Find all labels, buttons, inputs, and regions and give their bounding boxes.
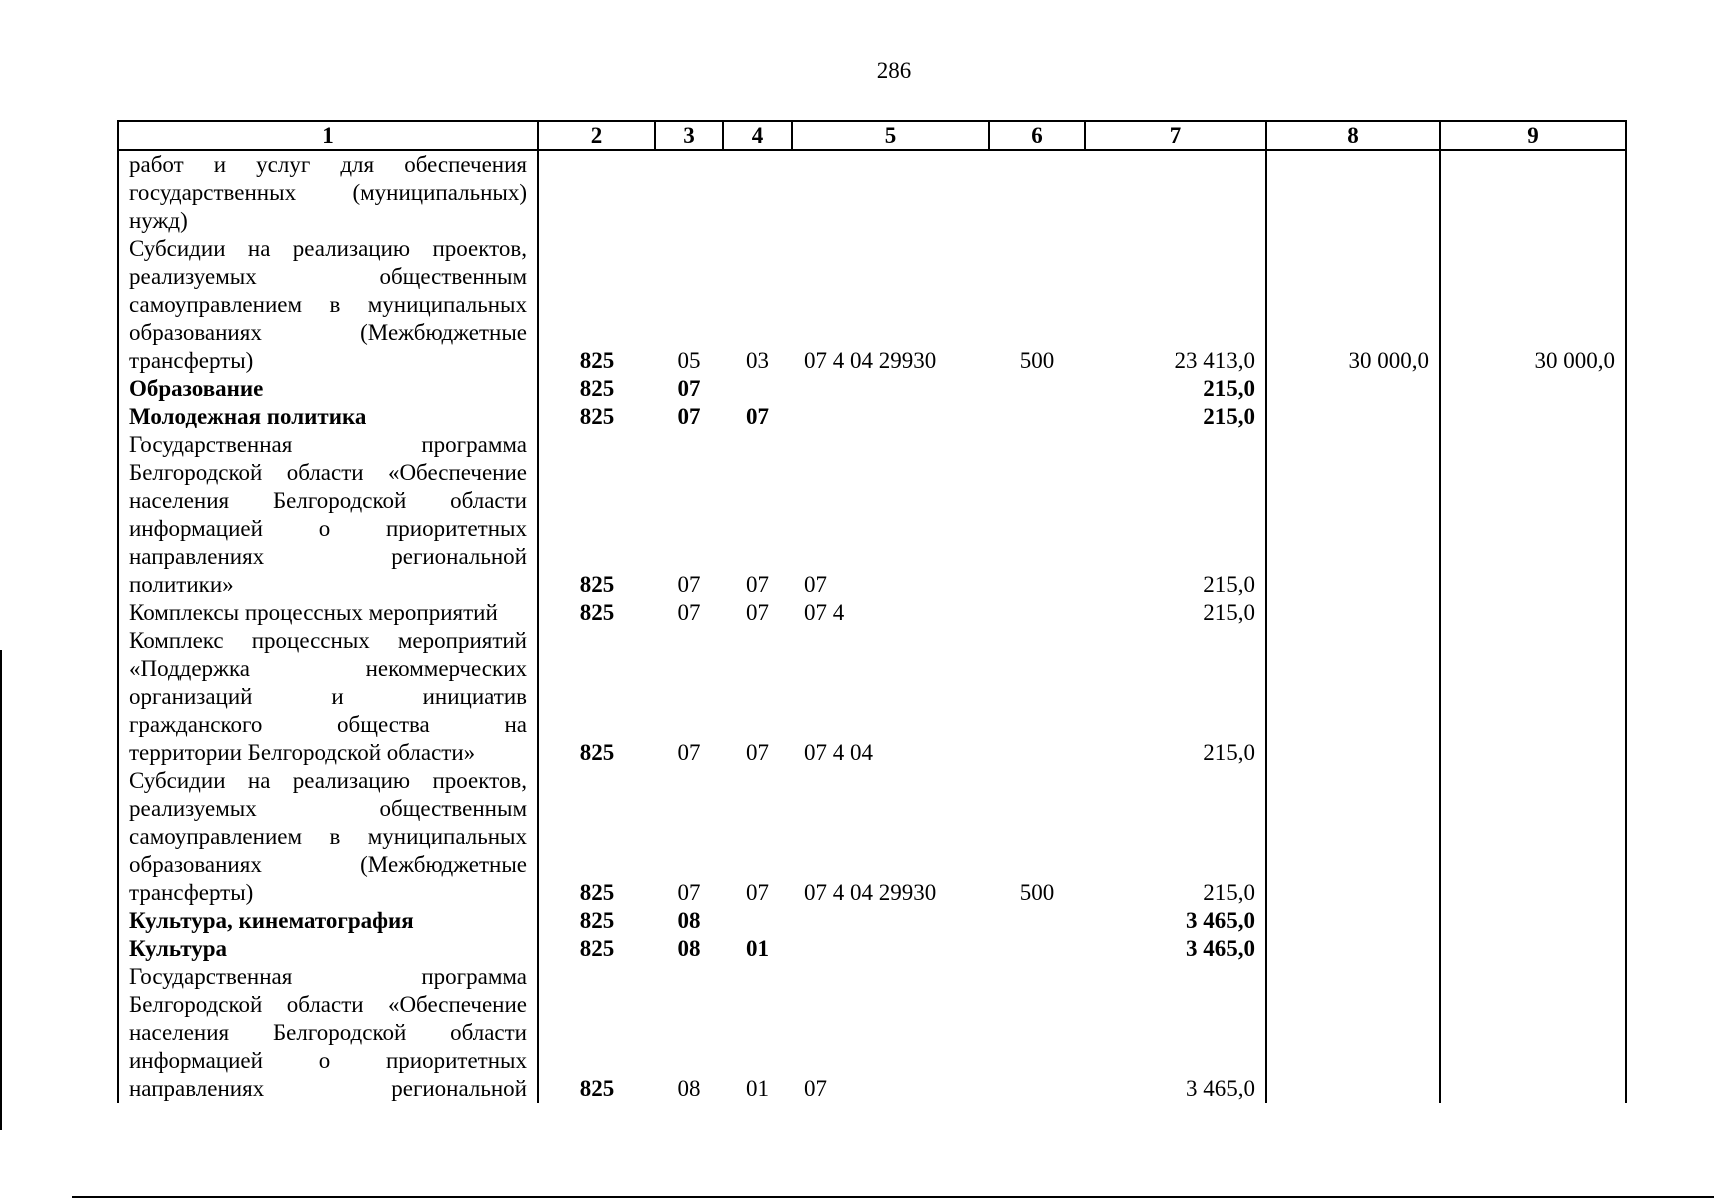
cell-c8	[1266, 935, 1440, 963]
cell-c4: 01	[746, 936, 769, 961]
cell-c6: 500	[1019, 348, 1055, 373]
row-name-line: реализуемых общественным	[129, 796, 527, 821]
cell-c4: 07	[746, 740, 769, 765]
row-name-cell	[118, 375, 538, 403]
row-name-line: информацией о приоритетных	[129, 1048, 527, 1073]
row-name-line: организаций и инициатив	[129, 684, 527, 709]
cell-c8	[1266, 963, 1440, 1103]
cell-c6	[989, 627, 1085, 767]
cell-c4: 07	[746, 880, 769, 905]
table-row	[118, 431, 1626, 599]
row-name-line: «Поддержка некоммерческих	[129, 656, 527, 681]
cell-c2: 825	[538, 403, 655, 431]
cell-c8	[1266, 431, 1440, 599]
col-header-7: 7	[1085, 121, 1266, 150]
budget-table	[117, 120, 1627, 1103]
cell-c4: 01	[746, 1076, 769, 1101]
table-row	[118, 403, 1626, 431]
table-row	[118, 627, 1626, 767]
cell-c3: 08	[677, 1076, 701, 1101]
col-header-1: 1	[118, 121, 538, 150]
cell-c3: 08	[677, 908, 701, 933]
cell-c9	[1440, 963, 1626, 1103]
row-name-line: направлениях региональной	[129, 544, 527, 569]
cell-c8: 30 000,0	[1266, 235, 1440, 375]
col-header-2: 2	[538, 121, 655, 150]
row-name-line: политики»	[129, 572, 234, 597]
row-name-line: Комплекс процессных мероприятий	[129, 628, 527, 653]
row-name-line: Государственная программа	[129, 432, 527, 457]
cell-c9: 30 000,0	[1440, 235, 1626, 375]
cell-c3: 08	[677, 936, 701, 961]
left-margin-rule	[0, 650, 2, 1130]
cell-c2	[538, 150, 655, 235]
cell-c6	[989, 907, 1085, 935]
col-header-3: 3	[655, 121, 723, 150]
cell-c8	[1266, 150, 1440, 235]
table-row	[118, 907, 1626, 935]
cell-c5: 07 4 04 29930	[804, 880, 937, 905]
cell-c6	[989, 935, 1085, 963]
col-header-8: 8	[1266, 121, 1440, 150]
cell-c6	[989, 963, 1085, 1103]
row-name-line: информацией о приоритетных	[129, 516, 527, 541]
cell-c7: 23 413,0	[1085, 235, 1266, 375]
cell-c2: 825	[538, 907, 655, 935]
cell-c9	[1440, 907, 1626, 935]
cell-c8	[1266, 907, 1440, 935]
cell-c9	[1440, 150, 1626, 235]
cell-c7: 215,0	[1085, 627, 1266, 767]
row-name-cell	[118, 907, 538, 935]
row-name-line: Субсидии на реализацию проектов,	[129, 236, 527, 261]
cell-c2: 825	[538, 235, 655, 375]
cell-c6	[989, 150, 1085, 235]
cell-c3: 07	[677, 376, 701, 401]
cell-c9	[1440, 403, 1626, 431]
col-header-4: 4	[723, 121, 792, 150]
row-name-line: направлениях региональной	[129, 1076, 527, 1101]
cell-c5	[792, 375, 989, 403]
row-name-line: самоуправлением в муниципальных	[129, 292, 527, 317]
cell-c6	[989, 375, 1085, 403]
row-name-cell	[118, 599, 538, 627]
cell-c4: 07	[746, 572, 769, 597]
page-number: 286	[876, 58, 912, 83]
cell-c2: 825	[538, 767, 655, 907]
cell-c6	[989, 403, 1085, 431]
cell-c7: 215,0	[1085, 403, 1266, 431]
table-row	[118, 767, 1626, 907]
cell-c4	[723, 375, 792, 403]
row-name-cell	[118, 235, 538, 375]
row-name-line: трансферты)	[129, 348, 254, 373]
cell-c2: 825	[538, 627, 655, 767]
table-row	[118, 375, 1626, 403]
cell-c5	[792, 935, 989, 963]
row-name-cell	[118, 767, 538, 907]
cell-c2: 825	[538, 935, 655, 963]
row-name-line: реализуемых общественным	[129, 264, 527, 289]
table-row	[118, 963, 1626, 1103]
cell-c3: 07	[677, 600, 701, 625]
table-row	[118, 599, 1626, 627]
col-header-9: 9	[1440, 121, 1626, 150]
row-name-line: населения Белгородской области	[129, 488, 527, 513]
cell-c3: 07	[677, 740, 701, 765]
cell-c9	[1440, 375, 1626, 403]
row-name-line: Субсидии на реализацию проектов,	[129, 768, 527, 793]
cell-c3: 07	[677, 404, 701, 429]
cell-c9	[1440, 627, 1626, 767]
cell-c2: 825	[538, 431, 655, 599]
cell-c2: 825	[538, 375, 655, 403]
cell-c4: 07	[746, 600, 769, 625]
cell-c2: 825	[538, 599, 655, 627]
table-row	[118, 235, 1626, 375]
cell-c8	[1266, 599, 1440, 627]
row-name-line: самоуправлением в муниципальных	[129, 824, 527, 849]
cell-c8	[1266, 403, 1440, 431]
row-name-cell	[118, 431, 538, 599]
cell-c4: 03	[746, 348, 769, 373]
row-name-line: образованиях (Межбюджетные	[129, 320, 527, 345]
cell-c7: 3 465,0	[1085, 935, 1266, 963]
cell-c9	[1440, 431, 1626, 599]
row-name-line: нужд)	[129, 208, 188, 233]
row-name-cell	[118, 627, 538, 767]
cell-c5	[792, 150, 989, 235]
row-name-cell	[118, 963, 538, 1103]
row-name-line: гражданского общества на	[129, 712, 527, 737]
cell-c4	[723, 907, 792, 935]
cell-c6	[989, 431, 1085, 599]
row-name-line: Молодежная политика	[129, 404, 367, 429]
cell-c3: 07	[677, 572, 701, 597]
cell-c8	[1266, 375, 1440, 403]
row-name-line: работ и услуг для обеспечения	[129, 152, 527, 177]
cell-c7: 215,0	[1085, 431, 1266, 599]
row-name-cell	[118, 150, 538, 235]
row-name-line: Государственная программа	[129, 964, 527, 989]
cell-c9	[1440, 767, 1626, 907]
cell-c7	[1085, 150, 1266, 235]
row-name-line: Белгородской области «Обеспечение	[129, 992, 527, 1017]
cell-c8	[1266, 767, 1440, 907]
cell-c7: 215,0	[1085, 375, 1266, 403]
cell-c5: 07	[804, 1076, 827, 1101]
row-name-line: Культура, кинематография	[129, 908, 414, 933]
cell-c7: 215,0	[1085, 767, 1266, 907]
row-name-line: населения Белгородской области	[129, 1020, 527, 1045]
cell-c8	[1266, 627, 1440, 767]
cell-c2: 825	[538, 963, 655, 1103]
cell-c5: 07 4 04 29930	[804, 348, 937, 373]
row-name-cell	[118, 935, 538, 963]
cell-c7: 3 465,0	[1085, 963, 1266, 1103]
col-header-5: 5	[792, 121, 989, 150]
table-row	[118, 150, 1626, 235]
row-name-line: Культура	[129, 936, 228, 961]
row-name-line: территории Белгородской области»	[129, 740, 476, 765]
cell-c7: 3 465,0	[1085, 907, 1266, 935]
row-name-line: Белгородской области «Обеспечение	[129, 460, 527, 485]
cell-c4	[723, 150, 792, 235]
table-row	[118, 935, 1626, 963]
row-name-cell	[118, 403, 538, 431]
cell-c5: 07	[804, 572, 827, 597]
col-header-6: 6	[989, 121, 1085, 150]
cell-c9	[1440, 935, 1626, 963]
header-row	[118, 121, 1626, 150]
cell-c4: 07	[746, 404, 769, 429]
row-name-line: Комплексы процессных мероприятий	[129, 600, 498, 625]
cell-c5	[792, 907, 989, 935]
cell-c3	[655, 150, 723, 235]
cell-c5: 07 4	[804, 600, 845, 625]
cell-c9	[1440, 599, 1626, 627]
row-name-line: образованиях (Межбюджетные	[129, 852, 527, 877]
row-name-line: Образование	[129, 376, 264, 401]
cell-c3: 07	[677, 880, 701, 905]
cell-c5: 07 4 04	[804, 740, 873, 765]
cell-c6	[989, 599, 1085, 627]
table-body	[118, 150, 1626, 1103]
cell-c3: 05	[677, 348, 701, 373]
cell-c5	[792, 403, 989, 431]
row-name-line: трансферты)	[129, 880, 254, 905]
cell-c6: 500	[1019, 880, 1055, 905]
cell-c7: 215,0	[1085, 599, 1266, 627]
bottom-rule	[72, 1196, 1714, 1198]
row-name-line: государственных (муниципальных)	[129, 180, 527, 205]
